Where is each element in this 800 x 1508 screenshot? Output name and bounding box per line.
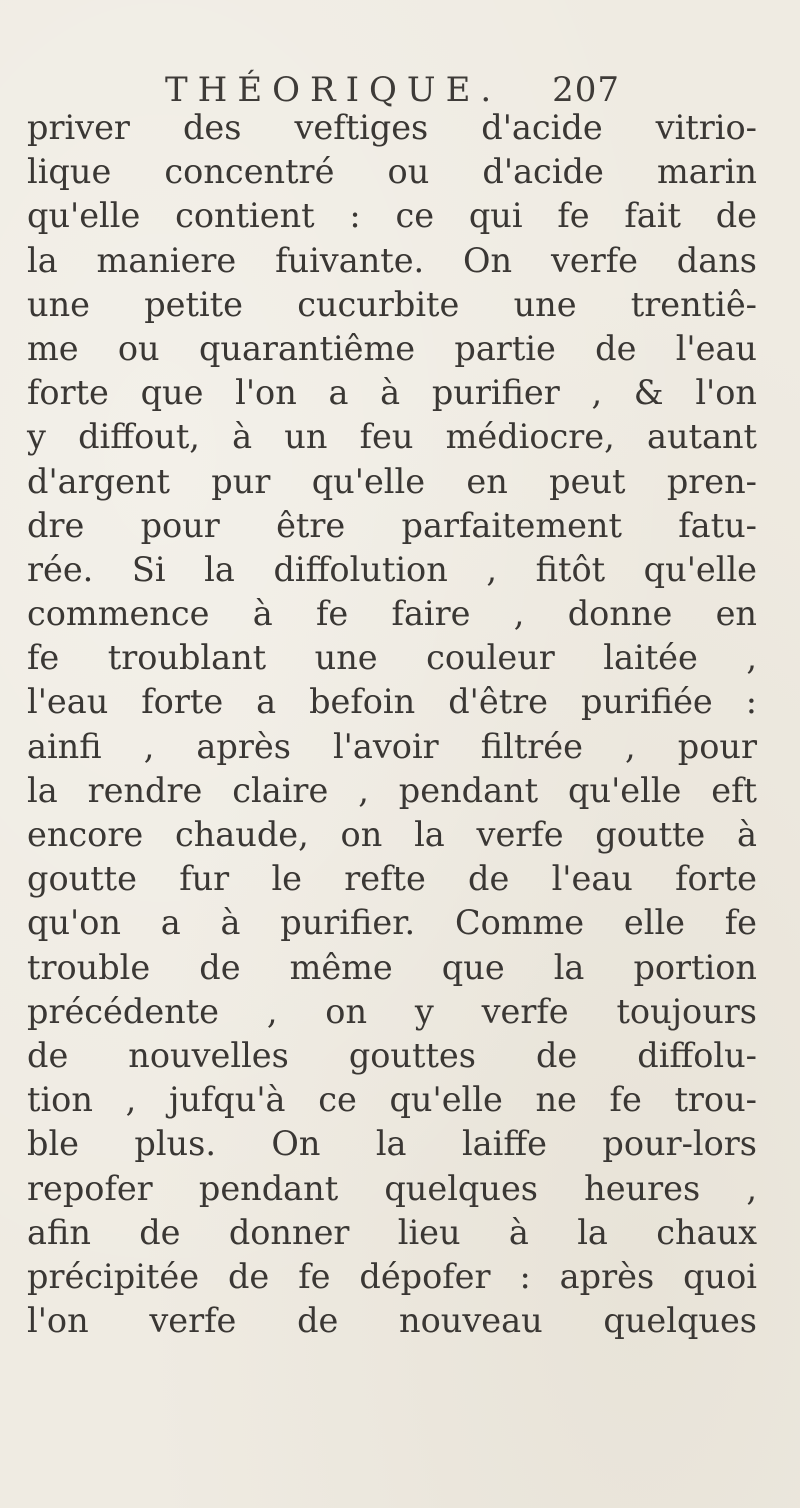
running-title: THÉORIQUE. xyxy=(165,70,502,110)
text-line: goutte fur le refte de l'eau forte xyxy=(27,859,757,899)
text-line: qu'on a à purifier. Comme elle fe xyxy=(27,903,757,943)
text-line: précipitée de fe dépofer : après quoi xyxy=(27,1256,757,1296)
text-line: encore chaude, on la verfe goutte à xyxy=(27,815,757,854)
text-line: d'argent pur qu'elle en peut pren- xyxy=(27,461,757,501)
text-line: une petite cucurbite une trentiê- xyxy=(27,284,757,324)
text-line: lique concentré ou d'acide marin xyxy=(27,152,757,192)
text-line: dre pour être parfaitement fatu- xyxy=(27,505,757,545)
text-line: la rendre claire , pendant qu'elle eft xyxy=(27,770,757,810)
text-line: y diffout, à un feu médiocre, autant xyxy=(27,417,757,457)
text-line: l'on verfe de nouveau quelques xyxy=(27,1301,757,1341)
text-line: repofer pendant quelques heures , xyxy=(27,1168,757,1208)
body-text xyxy=(27,106,757,1343)
text-line: de nouvelles gouttes de diffolu- xyxy=(27,1035,757,1075)
text-line: forte que l'on a à purifier , & l'on xyxy=(27,373,757,413)
text-line: rée. Si la diffolution , fitôt qu'elle xyxy=(27,549,757,589)
text-line: commence à fe faire , donne en xyxy=(27,594,757,634)
text-line: tion , jufqu'à ce qu'elle ne fe trou- xyxy=(27,1080,757,1120)
text-line: ble plus. On la laiffe pour-lors xyxy=(27,1124,757,1164)
text-line: qu'elle contient : ce qui fe fait de xyxy=(27,196,757,236)
text-line: fe troublant une couleur laitée , xyxy=(27,638,757,678)
text-line: l'eau forte a befoin d'être purifiée : xyxy=(27,682,757,722)
text-line: trouble de même que la portion xyxy=(27,947,757,987)
text-line: la maniere fuivante. On verfe dans xyxy=(27,240,757,280)
text-line: me ou quarantiême partie de l'eau xyxy=(27,328,757,368)
text-line: afin de donner lieu à la chaux xyxy=(27,1212,757,1252)
page-number: 207 xyxy=(552,70,620,110)
text-line: priver des veftiges d'acide vitrio- xyxy=(27,108,757,147)
text-line: précédente , on y verfe toujours xyxy=(27,991,757,1031)
text-line: ainfi , après l'avoir filtrée , pour xyxy=(27,726,757,766)
